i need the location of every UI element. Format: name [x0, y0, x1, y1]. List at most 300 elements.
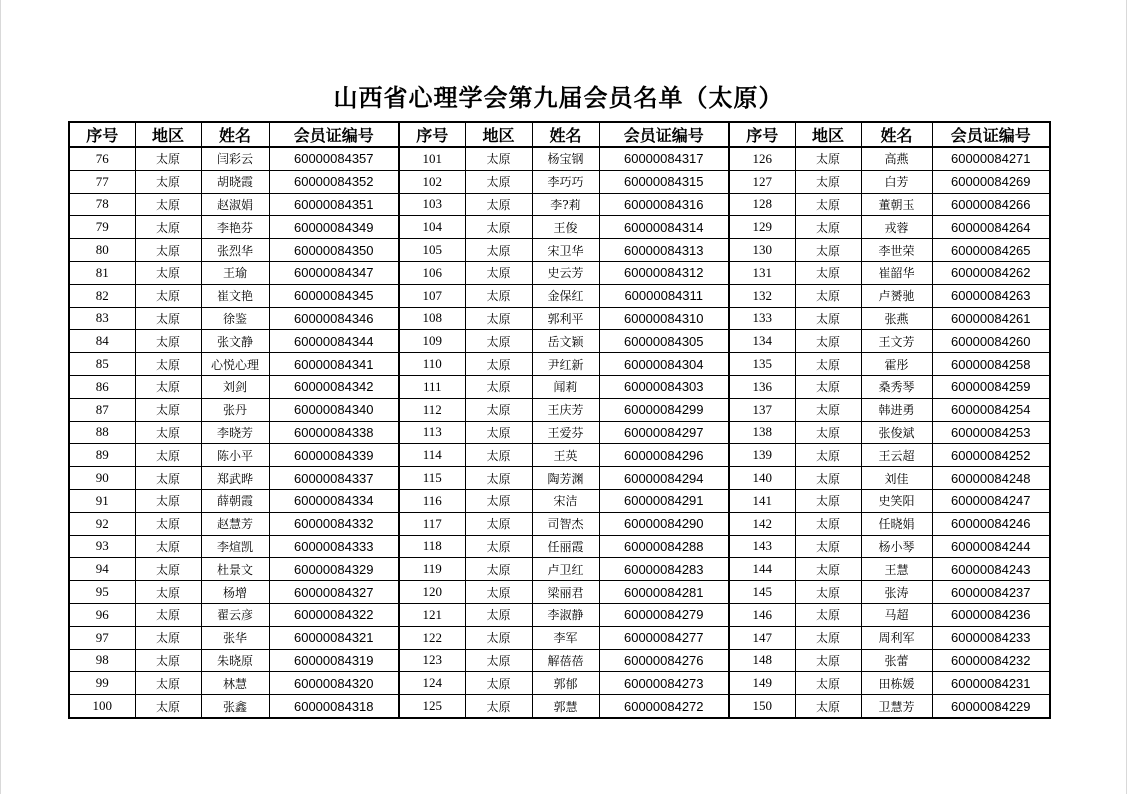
cell-member-id: 60000084233 — [932, 626, 1050, 649]
cell-member-id: 60000084259 — [932, 375, 1050, 398]
table-row — [69, 421, 1050, 444]
cell-serial-number: 116 — [399, 489, 465, 512]
cell-region: 太原 — [135, 147, 201, 170]
cell-member-name: 陶芳渊 — [532, 467, 599, 490]
cell-serial-number: 100 — [69, 695, 135, 718]
cell-serial-number: 104 — [399, 216, 465, 239]
cell-member-id: 60000084347 — [269, 261, 399, 284]
cell-member-name: 心悦心理 — [201, 353, 269, 376]
cell-serial-number: 144 — [729, 558, 795, 581]
cell-region: 太原 — [465, 330, 532, 353]
cell-region: 太原 — [465, 626, 532, 649]
cell-member-id: 60000084263 — [932, 284, 1050, 307]
cell-member-id: 60000084349 — [269, 216, 399, 239]
cell-serial-number: 129 — [729, 216, 795, 239]
cell-member-id: 60000084252 — [932, 444, 1050, 467]
cell-member-name: 刘剑 — [201, 375, 269, 398]
cell-member-id: 60000084297 — [599, 421, 729, 444]
cell-region: 太原 — [465, 239, 532, 262]
cell-member-name: 桑秀琴 — [861, 375, 932, 398]
cell-member-id: 60000084229 — [932, 695, 1050, 718]
cell-region: 太原 — [795, 467, 861, 490]
cell-member-id: 60000084350 — [269, 239, 399, 262]
cell-member-name: 卫慧芳 — [861, 695, 932, 718]
cell-region: 太原 — [465, 695, 532, 718]
cell-member-name: 李军 — [532, 626, 599, 649]
cell-serial-number: 113 — [399, 421, 465, 444]
column-header-member-id: 会员证编号 — [269, 122, 399, 147]
cell-member-name: 史云芳 — [532, 261, 599, 284]
cell-region: 太原 — [795, 421, 861, 444]
page-edge-left — [0, 0, 1, 794]
table-row — [69, 398, 1050, 421]
column-header-region: 地区 — [795, 122, 861, 147]
cell-serial-number: 82 — [69, 284, 135, 307]
cell-serial-number: 128 — [729, 193, 795, 216]
table-row — [69, 467, 1050, 490]
cell-member-name: 郑武晔 — [201, 467, 269, 490]
cell-member-name: 刘佳 — [861, 467, 932, 490]
cell-member-id: 60000084232 — [932, 649, 1050, 672]
cell-region: 太原 — [465, 375, 532, 398]
table-row — [69, 581, 1050, 604]
cell-member-name: 宋洁 — [532, 489, 599, 512]
cell-region: 太原 — [135, 626, 201, 649]
cell-member-name: 史笑阳 — [861, 489, 932, 512]
cell-region: 太原 — [795, 330, 861, 353]
cell-serial-number: 84 — [69, 330, 135, 353]
cell-region: 太原 — [795, 695, 861, 718]
cell-region: 太原 — [465, 558, 532, 581]
cell-member-name: 李巧巧 — [532, 170, 599, 193]
cell-member-name: 闻莉 — [532, 375, 599, 398]
cell-region: 太原 — [795, 353, 861, 376]
cell-serial-number: 101 — [399, 147, 465, 170]
cell-serial-number: 78 — [69, 193, 135, 216]
cell-member-name: 郭利平 — [532, 307, 599, 330]
cell-member-name: 王爱芬 — [532, 421, 599, 444]
cell-serial-number: 92 — [69, 512, 135, 535]
cell-member-id: 60000084276 — [599, 649, 729, 672]
cell-member-id: 60000084305 — [599, 330, 729, 353]
cell-member-name: 王云超 — [861, 444, 932, 467]
cell-member-id: 60000084337 — [269, 467, 399, 490]
cell-serial-number: 76 — [69, 147, 135, 170]
cell-region: 太原 — [135, 353, 201, 376]
cell-member-name: 卢卫红 — [532, 558, 599, 581]
cell-region: 太原 — [795, 375, 861, 398]
cell-serial-number: 135 — [729, 353, 795, 376]
cell-region: 太原 — [135, 695, 201, 718]
cell-serial-number: 138 — [729, 421, 795, 444]
cell-member-id: 60000084344 — [269, 330, 399, 353]
cell-member-name: 张燕 — [861, 307, 932, 330]
table-row — [69, 330, 1050, 353]
cell-member-id: 60000084333 — [269, 535, 399, 558]
cell-member-name: 卢赟驰 — [861, 284, 932, 307]
cell-member-id: 60000084237 — [932, 581, 1050, 604]
cell-member-name: 王文芳 — [861, 330, 932, 353]
cell-region: 太原 — [795, 672, 861, 695]
cell-serial-number: 150 — [729, 695, 795, 718]
cell-region: 太原 — [795, 261, 861, 284]
cell-member-name: 胡晓霞 — [201, 170, 269, 193]
cell-serial-number: 134 — [729, 330, 795, 353]
cell-serial-number: 86 — [69, 375, 135, 398]
cell-region: 太原 — [795, 147, 861, 170]
cell-member-name: 张丹 — [201, 398, 269, 421]
cell-region: 太原 — [465, 398, 532, 421]
cell-member-id: 60000084247 — [932, 489, 1050, 512]
cell-region: 太原 — [465, 535, 532, 558]
cell-member-name: 白芳 — [861, 170, 932, 193]
cell-member-name: 王慧 — [861, 558, 932, 581]
cell-member-id: 60000084357 — [269, 147, 399, 170]
column-header-member-id: 会员证编号 — [932, 122, 1050, 147]
cell-serial-number: 148 — [729, 649, 795, 672]
cell-member-name: 高燕 — [861, 147, 932, 170]
cell-region: 太原 — [135, 421, 201, 444]
cell-member-name: 张涛 — [861, 581, 932, 604]
cell-member-id: 60000084290 — [599, 512, 729, 535]
cell-serial-number: 142 — [729, 512, 795, 535]
cell-region: 太原 — [135, 581, 201, 604]
cell-member-name: 杨增 — [201, 581, 269, 604]
cell-member-name: 杨小琴 — [861, 535, 932, 558]
cell-serial-number: 122 — [399, 626, 465, 649]
table-row — [69, 444, 1050, 467]
cell-region: 太原 — [795, 626, 861, 649]
cell-serial-number: 79 — [69, 216, 135, 239]
column-header-serial-number: 序号 — [399, 122, 465, 147]
cell-region: 太原 — [465, 193, 532, 216]
table-body — [69, 147, 1050, 718]
cell-region: 太原 — [795, 398, 861, 421]
cell-member-name: 李世荣 — [861, 239, 932, 262]
cell-serial-number: 96 — [69, 603, 135, 626]
cell-member-id: 60000084319 — [269, 649, 399, 672]
cell-member-name: 徐鉴 — [201, 307, 269, 330]
column-header-serial-number: 序号 — [69, 122, 135, 147]
cell-member-id: 60000084273 — [599, 672, 729, 695]
cell-region: 太原 — [135, 398, 201, 421]
cell-member-id: 60000084334 — [269, 489, 399, 512]
cell-member-name: 杨宝钢 — [532, 147, 599, 170]
cell-member-name: 岳文颖 — [532, 330, 599, 353]
table-row — [69, 672, 1050, 695]
cell-member-id: 60000084269 — [932, 170, 1050, 193]
cell-serial-number: 81 — [69, 261, 135, 284]
cell-member-name: 郭郁 — [532, 672, 599, 695]
cell-member-name: 崔韶华 — [861, 261, 932, 284]
cell-region: 太原 — [465, 581, 532, 604]
cell-member-name: 张鑫 — [201, 695, 269, 718]
cell-member-id: 60000084271 — [932, 147, 1050, 170]
cell-serial-number: 80 — [69, 239, 135, 262]
column-header-serial-number: 序号 — [729, 122, 795, 147]
table-row — [69, 649, 1050, 672]
cell-member-name: 田栋媛 — [861, 672, 932, 695]
cell-serial-number: 117 — [399, 512, 465, 535]
cell-member-id: 60000084315 — [599, 170, 729, 193]
cell-member-id: 60000084299 — [599, 398, 729, 421]
cell-member-name: 司智杰 — [532, 512, 599, 535]
cell-member-id: 60000084231 — [932, 672, 1050, 695]
document-title: 山西省心理学会第九届会员名单（太原） — [333, 83, 784, 112]
cell-region: 太原 — [795, 216, 861, 239]
cell-member-name: 薛朝霞 — [201, 489, 269, 512]
cell-member-id: 60000084313 — [599, 239, 729, 262]
cell-member-id: 60000084351 — [269, 193, 399, 216]
cell-region: 太原 — [135, 512, 201, 535]
column-header-region: 地区 — [465, 122, 532, 147]
cell-member-id: 60000084254 — [932, 398, 1050, 421]
cell-serial-number: 143 — [729, 535, 795, 558]
cell-region: 太原 — [795, 512, 861, 535]
cell-member-id: 60000084316 — [599, 193, 729, 216]
cell-serial-number: 136 — [729, 375, 795, 398]
cell-member-name: 赵淑娟 — [201, 193, 269, 216]
cell-member-id: 60000084320 — [269, 672, 399, 695]
cell-serial-number: 95 — [69, 581, 135, 604]
cell-member-name: 周利军 — [861, 626, 932, 649]
cell-serial-number: 115 — [399, 467, 465, 490]
cell-serial-number: 107 — [399, 284, 465, 307]
cell-serial-number: 105 — [399, 239, 465, 262]
cell-member-id: 60000084253 — [932, 421, 1050, 444]
cell-member-name: 王英 — [532, 444, 599, 467]
cell-serial-number: 77 — [69, 170, 135, 193]
cell-member-id: 60000084244 — [932, 535, 1050, 558]
column-header-region: 地区 — [135, 122, 201, 147]
table-row — [69, 284, 1050, 307]
cell-serial-number: 106 — [399, 261, 465, 284]
cell-member-name: 闫彩云 — [201, 147, 269, 170]
cell-serial-number: 126 — [729, 147, 795, 170]
cell-member-name: 尹红新 — [532, 353, 599, 376]
cell-member-name: 翟云彦 — [201, 603, 269, 626]
cell-member-name: 李晓芳 — [201, 421, 269, 444]
cell-serial-number: 97 — [69, 626, 135, 649]
cell-region: 太原 — [135, 558, 201, 581]
cell-serial-number: 103 — [399, 193, 465, 216]
cell-member-id: 60000084264 — [932, 216, 1050, 239]
cell-member-id: 60000084345 — [269, 284, 399, 307]
cell-region: 太原 — [135, 603, 201, 626]
table-row — [69, 626, 1050, 649]
cell-region: 太原 — [465, 489, 532, 512]
cell-region: 太原 — [795, 558, 861, 581]
cell-serial-number: 137 — [729, 398, 795, 421]
member-roster-table — [68, 121, 1051, 719]
cell-member-name: 崔文艳 — [201, 284, 269, 307]
cell-member-id: 60000084339 — [269, 444, 399, 467]
cell-region: 太原 — [795, 284, 861, 307]
cell-region: 太原 — [135, 216, 201, 239]
cell-region: 太原 — [795, 603, 861, 626]
cell-region: 太原 — [795, 239, 861, 262]
cell-member-name: 霍彤 — [861, 353, 932, 376]
cell-serial-number: 87 — [69, 398, 135, 421]
cell-member-name: 杜景文 — [201, 558, 269, 581]
cell-member-name: 王庆芳 — [532, 398, 599, 421]
cell-serial-number: 90 — [69, 467, 135, 490]
cell-member-id: 60000084279 — [599, 603, 729, 626]
cell-member-id: 60000084312 — [599, 261, 729, 284]
table-row — [69, 558, 1050, 581]
cell-serial-number: 110 — [399, 353, 465, 376]
column-header-member-name: 姓名 — [201, 122, 269, 147]
cell-member-name: 张蕾 — [861, 649, 932, 672]
cell-member-name: 任丽霞 — [532, 535, 599, 558]
cell-serial-number: 132 — [729, 284, 795, 307]
table-row — [69, 489, 1050, 512]
cell-region: 太原 — [135, 239, 201, 262]
cell-member-id: 60000084236 — [932, 603, 1050, 626]
cell-serial-number: 93 — [69, 535, 135, 558]
column-header-member-name: 姓名 — [532, 122, 599, 147]
cell-member-id: 60000084261 — [932, 307, 1050, 330]
cell-serial-number: 145 — [729, 581, 795, 604]
cell-member-name: 郭慧 — [532, 695, 599, 718]
cell-member-id: 60000084338 — [269, 421, 399, 444]
cell-member-name: 王瑜 — [201, 261, 269, 284]
cell-region: 太原 — [465, 353, 532, 376]
cell-serial-number: 125 — [399, 695, 465, 718]
cell-serial-number: 141 — [729, 489, 795, 512]
cell-member-id: 60000084258 — [932, 353, 1050, 376]
cell-member-id: 60000084304 — [599, 353, 729, 376]
cell-region: 太原 — [465, 170, 532, 193]
cell-region: 太原 — [135, 649, 201, 672]
cell-serial-number: 131 — [729, 261, 795, 284]
cell-member-id: 60000084265 — [932, 239, 1050, 262]
cell-region: 太原 — [465, 284, 532, 307]
cell-serial-number: 109 — [399, 330, 465, 353]
cell-serial-number: 108 — [399, 307, 465, 330]
cell-member-id: 60000084303 — [599, 375, 729, 398]
cell-serial-number: 127 — [729, 170, 795, 193]
cell-member-name: 陈小平 — [201, 444, 269, 467]
cell-member-id: 60000084340 — [269, 398, 399, 421]
cell-member-id: 60000084281 — [599, 581, 729, 604]
table-row — [69, 170, 1050, 193]
cell-region: 太原 — [465, 467, 532, 490]
cell-region: 太原 — [465, 261, 532, 284]
cell-region: 太原 — [795, 489, 861, 512]
cell-region: 太原 — [795, 170, 861, 193]
cell-region: 太原 — [465, 444, 532, 467]
cell-member-name: 任晓娟 — [861, 512, 932, 535]
cell-region: 太原 — [135, 307, 201, 330]
cell-serial-number: 147 — [729, 626, 795, 649]
cell-region: 太原 — [795, 193, 861, 216]
cell-region: 太原 — [465, 421, 532, 444]
cell-member-id: 60000084291 — [599, 489, 729, 512]
cell-serial-number: 149 — [729, 672, 795, 695]
cell-region: 太原 — [135, 535, 201, 558]
cell-member-name: 李艳芬 — [201, 216, 269, 239]
cell-serial-number: 91 — [69, 489, 135, 512]
cell-region: 太原 — [465, 147, 532, 170]
table-row — [69, 603, 1050, 626]
cell-serial-number: 139 — [729, 444, 795, 467]
cell-serial-number: 112 — [399, 398, 465, 421]
cell-serial-number: 99 — [69, 672, 135, 695]
cell-serial-number: 124 — [399, 672, 465, 695]
cell-region: 太原 — [795, 535, 861, 558]
cell-region: 太原 — [465, 512, 532, 535]
cell-member-id: 60000084321 — [269, 626, 399, 649]
cell-serial-number: 121 — [399, 603, 465, 626]
cell-serial-number: 146 — [729, 603, 795, 626]
cell-member-id: 60000084327 — [269, 581, 399, 604]
cell-region: 太原 — [795, 581, 861, 604]
cell-serial-number: 89 — [69, 444, 135, 467]
cell-member-name: 宋卫华 — [532, 239, 599, 262]
cell-serial-number: 114 — [399, 444, 465, 467]
cell-member-id: 60000084310 — [599, 307, 729, 330]
cell-region: 太原 — [135, 330, 201, 353]
cell-region: 太原 — [135, 261, 201, 284]
cell-region: 太原 — [465, 307, 532, 330]
cell-member-name: 马超 — [861, 603, 932, 626]
cell-member-id: 60000084352 — [269, 170, 399, 193]
cell-member-name: 王俊 — [532, 216, 599, 239]
column-header-member-id: 会员证编号 — [599, 122, 729, 147]
cell-member-id: 60000084346 — [269, 307, 399, 330]
cell-member-name: 解蓓蓓 — [532, 649, 599, 672]
cell-region: 太原 — [135, 284, 201, 307]
cell-region: 太原 — [135, 467, 201, 490]
cell-serial-number: 85 — [69, 353, 135, 376]
cell-member-name: 张文静 — [201, 330, 269, 353]
table-row — [69, 239, 1050, 262]
cell-member-id: 60000084243 — [932, 558, 1050, 581]
cell-serial-number: 118 — [399, 535, 465, 558]
cell-serial-number: 130 — [729, 239, 795, 262]
column-header-member-name: 姓名 — [861, 122, 932, 147]
cell-serial-number: 98 — [69, 649, 135, 672]
cell-member-id: 60000084272 — [599, 695, 729, 718]
table-row — [69, 512, 1050, 535]
cell-region: 太原 — [135, 444, 201, 467]
table-row — [69, 695, 1050, 718]
cell-region: 太原 — [795, 307, 861, 330]
cell-member-id: 60000084332 — [269, 512, 399, 535]
cell-member-name: 张烈华 — [201, 239, 269, 262]
cell-member-id: 60000084288 — [599, 535, 729, 558]
cell-serial-number: 111 — [399, 375, 465, 398]
cell-member-name: 张俊斌 — [861, 421, 932, 444]
cell-serial-number: 123 — [399, 649, 465, 672]
cell-member-name: 张华 — [201, 626, 269, 649]
table-row — [69, 193, 1050, 216]
cell-region: 太原 — [465, 672, 532, 695]
cell-region: 太原 — [795, 444, 861, 467]
cell-member-id: 60000084296 — [599, 444, 729, 467]
cell-member-id: 60000084329 — [269, 558, 399, 581]
cell-serial-number: 119 — [399, 558, 465, 581]
cell-region: 太原 — [795, 649, 861, 672]
cell-member-id: 60000084277 — [599, 626, 729, 649]
cell-member-name: 李?莉 — [532, 193, 599, 216]
table-row — [69, 147, 1050, 170]
cell-member-name: 李淑静 — [532, 603, 599, 626]
cell-serial-number: 133 — [729, 307, 795, 330]
cell-member-id: 60000084248 — [932, 467, 1050, 490]
cell-region: 太原 — [135, 170, 201, 193]
